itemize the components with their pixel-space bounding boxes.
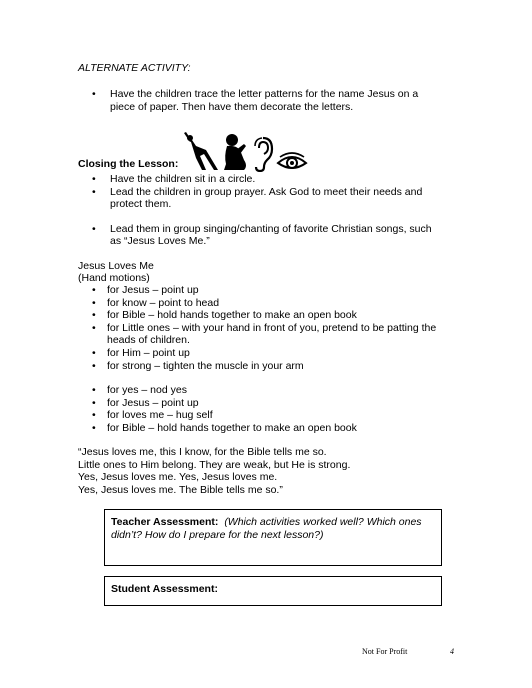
alternate-activity-heading: ALTERNATE ACTIVITY:: [78, 62, 191, 74]
lyric-line: Yes, Jesus loves me. Yes, Jesus loves me.: [78, 471, 278, 484]
list-item: • for Jesus – point up: [78, 397, 448, 410]
list-item: • Have the children sit in a circle.: [78, 173, 438, 186]
list-item: • Have the children trace the letter patterns for the name Jesus on a piece of paper. Then have them decorate the letters.: [78, 88, 438, 113]
song-lyrics: [78, 446, 458, 496]
closing-heading: Closing the Lesson:: [78, 158, 179, 171]
praying-child-icon: [222, 132, 250, 172]
page-number: 4: [450, 647, 454, 656]
motions-list-a: [78, 284, 448, 372]
lyric-line: “Jesus loves me, this I know, for the Bible tells me so.: [78, 446, 327, 458]
list-item: • for yes – nod yes: [78, 384, 448, 397]
list-item: • for Little ones – with your hand in front of you, pretend to be patting the heads of children.: [78, 322, 448, 347]
list-item: • for Him – point up: [78, 347, 448, 360]
list-item: • for loves me – hug self: [78, 409, 448, 422]
closing-icons: [182, 132, 308, 172]
motions-list-b: [78, 384, 448, 434]
teacher-assessment-label: Teacher Assessment:: [111, 516, 219, 528]
footer-text: Not For Profit: [362, 647, 408, 656]
song-subtitle: (Hand motions): [78, 272, 150, 284]
song-title: Jesus Loves Me: [78, 260, 154, 272]
list-item: • Lead them in group singing/chanting of favorite Christian songs, such as “Jesus Loves Me.”: [78, 223, 438, 248]
lyric-line: Little ones to Him belong. They are weak, but He is strong.: [78, 458, 351, 471]
eye-icon: [276, 150, 308, 172]
student-assessment-box[interactable]: [104, 576, 442, 606]
closing-heading-row: [78, 130, 458, 172]
ear-icon: [252, 136, 274, 172]
student-assessment-label: Student Assessment:: [111, 583, 218, 595]
list-item: • Lead the children in group prayer. Ask God to meet their needs and protect them.: [78, 186, 438, 211]
teacher-assessment-prompt: (Which activities worked well? Which ones didn’t? How do I prepare for the next lesson?): [111, 516, 422, 541]
list-item: • for know – point to head: [78, 297, 448, 310]
alternate-activity-list: [78, 88, 438, 113]
closing-list: [78, 173, 438, 248]
stretching-figure-icon: [182, 132, 220, 172]
list-item: • for Jesus – point up: [78, 284, 448, 297]
lyric-line: Yes, Jesus loves me. The Bible tells me so.”: [78, 483, 283, 496]
list-item: • for strong – tighten the muscle in your arm: [78, 360, 448, 373]
list-item: • for Bible – hold hands together to make an open book: [78, 309, 448, 322]
list-item: • for Bible – hold hands together to make an open book: [78, 422, 448, 435]
teacher-assessment-box[interactable]: [104, 509, 442, 566]
